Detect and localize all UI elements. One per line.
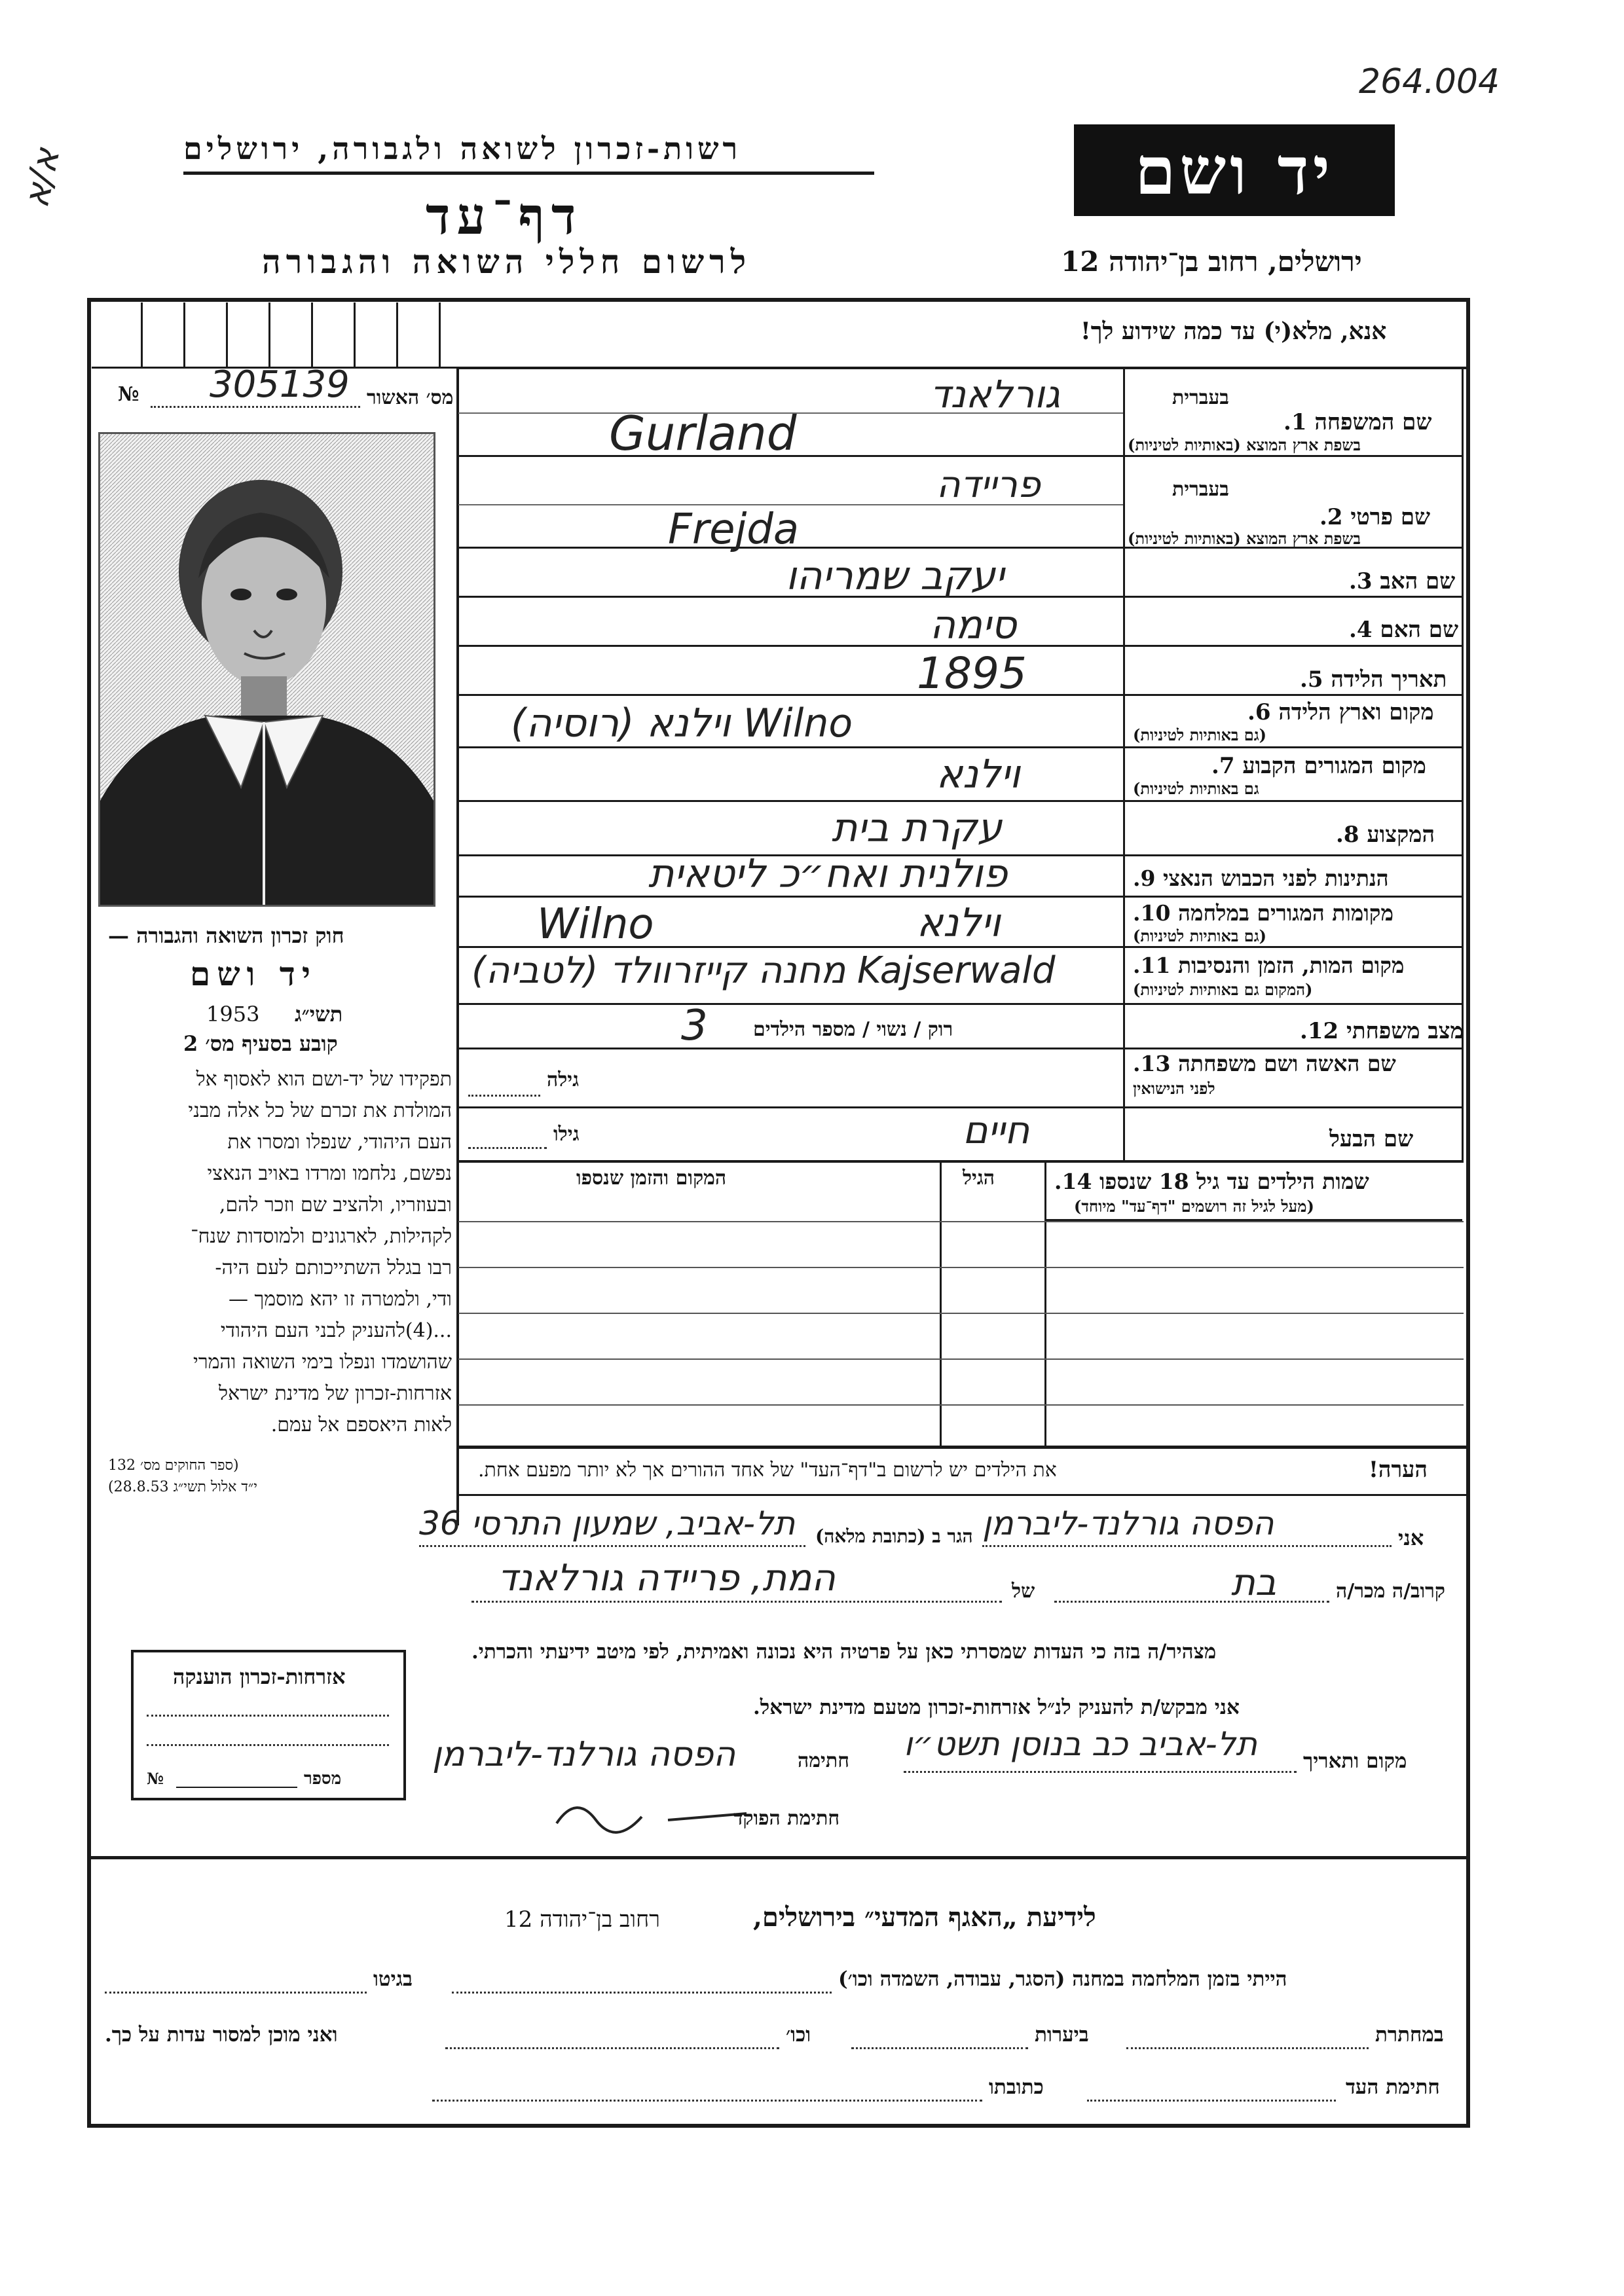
field-12-children-count: 3 <box>681 1002 708 1050</box>
field-10-label <box>1133 900 1393 926</box>
camp-name-line <box>452 1992 832 1994</box>
partisans-line <box>1126 2047 1369 2049</box>
bottom-ready-label: ואני מוכן למסור עדות על כך. <box>105 2023 338 2047</box>
field-12-label <box>1300 1018 1464 1044</box>
law-text-line: העם היהודי, שנפלו ומסרו את <box>227 1131 452 1154</box>
field-11-text: מקום המות, הזמן והנסיבות <box>1177 953 1405 978</box>
official-signature-label: חתימת הפוקד <box>733 1807 840 1830</box>
field-13-age-label: גילה <box>547 1068 580 1091</box>
bottom-forests-label: ביערות <box>1035 2023 1089 2047</box>
row-line <box>458 1048 1464 1049</box>
bottom-etc-label: וכו׳ <box>786 2023 811 2047</box>
authority-line: רשות-זכרון לשואה ולגבורה, ירושלים <box>183 131 742 166</box>
row-line <box>458 1106 1464 1108</box>
witness-signature-line <box>1087 2100 1336 2102</box>
field-13-age-line <box>468 1095 540 1097</box>
field-13-text: שם האשה ושם משפחתה <box>1177 1051 1396 1076</box>
field-2-num: 2. <box>1320 504 1343 530</box>
citizenship-number-line <box>176 1787 297 1788</box>
field-8-label <box>1336 822 1435 848</box>
field-5-text: תאריך הלידה <box>1331 666 1447 693</box>
field-6-text: מקום וארץ הלידה <box>1278 699 1434 725</box>
citizenship-line <box>147 1715 389 1717</box>
field-5-label <box>1300 666 1447 693</box>
citizenship-no-label: № <box>147 1769 164 1788</box>
field-9-text: הנתינות לפני הכבוש הנאצי <box>1162 866 1389 891</box>
witness-signature-label: חתימת העד <box>1346 2075 1440 2099</box>
field-3-num: 3. <box>1349 568 1373 594</box>
declaration-relative-label: קרוב/ה מכר/ה <box>1336 1580 1445 1603</box>
field-5-value: 1895 <box>917 648 1027 699</box>
declaration-of-label: של <box>1012 1580 1035 1603</box>
field-3-label <box>1349 568 1455 594</box>
field-1-value-latin: Gurland <box>609 406 797 461</box>
law-text <box>95 1064 452 1441</box>
children-row-line <box>458 1404 1464 1406</box>
note-bottom-line <box>458 1494 1470 1496</box>
field-8-num: 8. <box>1336 822 1359 848</box>
etc-line <box>445 2047 779 2049</box>
note-label: הערה! <box>1369 1457 1428 1483</box>
law-reference-2: י״ד אלול תשי״ג 28.8.53) <box>108 1479 258 1495</box>
field-2-text: שם פרטי <box>1350 504 1431 530</box>
row-line <box>458 1003 1464 1005</box>
registration-no-label: № <box>118 383 139 406</box>
tick-grid <box>92 302 458 368</box>
field-1-side-label: בעברית <box>1172 386 1229 409</box>
field-4-num: 4. <box>1349 617 1373 643</box>
field-1-sublabel: בשפת ארץ המוצא (באותיות לטיניות) <box>1128 435 1361 454</box>
signature-label: חתימה <box>798 1749 849 1772</box>
field-9-num: 9. <box>1133 866 1156 891</box>
field-2-label <box>1320 504 1430 530</box>
law-reference-1: (ספר החוקים מס׳ 132 <box>108 1457 239 1474</box>
field-2-value-hebrew: פריידה <box>936 464 1041 506</box>
value-label-divider <box>1123 367 1125 1162</box>
field-1-label <box>1283 409 1431 435</box>
authority-underline <box>183 172 874 175</box>
relation-value: בת <box>1231 1561 1277 1604</box>
law-text-line: אזרחות-זכרון של מדינת ישראל <box>219 1382 452 1405</box>
field-6-sublabel: (גם באותיות לטיניות) <box>1133 725 1267 744</box>
forests-line <box>851 2047 1028 2049</box>
declaration-i-label: אני <box>1398 1525 1424 1550</box>
field-8-text: המקצוע <box>1367 822 1435 848</box>
field-11-num: 11. <box>1133 953 1171 978</box>
registration-label: מס׳ האשור <box>367 386 454 409</box>
bottom-line1-label: הייתי בזמן המלחמה במחנה (הסגר, עבודה, השמדה וכו׳) <box>838 1967 1287 1991</box>
field-12-num: 12. <box>1300 1018 1339 1044</box>
children-row-line <box>458 1221 1464 1222</box>
field-11-sublabel: (המקום גם באותיות לטיניות) <box>1133 980 1313 999</box>
yad-vashem-logo <box>1074 124 1395 216</box>
law-year-hebrew: תשי״ג <box>295 1002 343 1027</box>
signature-value: הפסה גורלנד-ליברמן <box>432 1735 736 1774</box>
bottom-ghetto-label: בגיטו <box>373 1967 413 1991</box>
declaration-request: אני מבקש/ת להעניק לנ״ל אזרחות-זכרון מטעם מדינת ישראל. <box>753 1696 1240 1719</box>
children-col-age: הגיל <box>963 1167 995 1190</box>
law-text-line: נפשם, נלחמו ומרדו באויב הנאצי <box>207 1162 452 1185</box>
place-date-line <box>904 1771 1297 1773</box>
field-3-value: יעקב שמריהו <box>786 553 1005 599</box>
field-1-text: שם המשפחה <box>1314 409 1432 435</box>
field-7-text: מקום המגורים הקבוע <box>1242 753 1426 779</box>
citizenship-box <box>131 1650 406 1800</box>
field-13-sublabel: לפני הנישואין <box>1133 1079 1215 1098</box>
children-row-line <box>458 1313 1464 1314</box>
place-date-value: תל-אביב כב בנוסן תשט״ו <box>904 1725 1257 1763</box>
declarant-address-line <box>419 1545 805 1547</box>
children-col-place: המקום והזמן שנספו <box>576 1167 727 1190</box>
children-row-line <box>458 1358 1464 1360</box>
field-12-options: רוק / נשוי / מספר הילדים <box>753 1018 953 1041</box>
field-13-label <box>1133 1051 1396 1077</box>
field-9-value: פולנית ואח״כ ליטאית <box>648 851 1008 897</box>
instruction-divider <box>458 367 1470 369</box>
field-7-sublabel: גם באותיות לטיניות) <box>1133 779 1259 798</box>
citizenship-box-title: אזרחות-זכרון הוענקה <box>173 1664 346 1689</box>
bottom-heading: לידיעת „האגף המדעי״ בירושלים, <box>753 1902 1096 1933</box>
field-13-num: 13. <box>1133 1051 1171 1076</box>
field-1-value-hebrew: גורלאנד <box>930 372 1061 416</box>
law-name: יד ושם <box>190 955 317 993</box>
field-12-text: מצב משפחתי <box>1346 1018 1464 1044</box>
field-10-text: מקומות המגורים במלחמה <box>1177 900 1394 926</box>
relation-of-line <box>471 1601 1002 1603</box>
relation-of-value: המת, פריידה גורלאנד <box>498 1557 836 1599</box>
ghetto-name-line <box>105 1992 367 1994</box>
children-text: שמות הילדים עד גיל 18 שנספו <box>1099 1169 1369 1194</box>
instruction-text: אנא, מלא(י) עד כמה שידוע לך! <box>1080 318 1387 345</box>
field-6-label <box>1247 699 1434 725</box>
field-4-text: שם האם <box>1380 617 1459 643</box>
law-text-line: תפקידו של יד-ושם הוא לאסוף אל <box>196 1068 452 1091</box>
official-signature-scribble <box>550 1787 760 1840</box>
field-4-value: סימה <box>930 602 1017 648</box>
husband-age-label: גילו <box>553 1123 580 1146</box>
law-title: חוק זכרון השואה והגבורה — <box>108 923 344 948</box>
field-8-value: עקרת בית <box>832 805 1003 851</box>
children-table-bottom <box>458 1446 1470 1449</box>
address-line <box>432 2100 982 2102</box>
field-9-label <box>1133 866 1389 892</box>
citizenship-line <box>147 1744 389 1746</box>
registration-line <box>151 406 360 408</box>
law-text-line: ודי, ולמטרה זו יהא מוסמך — <box>228 1288 452 1311</box>
field-6-num: 6. <box>1247 699 1271 725</box>
field-6-value: וילנא (רוסיה) Wilno <box>511 701 853 746</box>
citizenship-number-label: מספר <box>304 1769 342 1789</box>
declarant-name-line <box>982 1545 1392 1547</box>
law-section: קובע בסעיף מס׳ 2 <box>183 1031 338 1056</box>
field-2-value-latin: Frejda <box>668 505 800 554</box>
husband-value: חיים <box>963 1108 1030 1152</box>
bottom-partisans-label: במחתרת <box>1375 2023 1444 2047</box>
field-10-value-hebrew: וילנא <box>917 900 1001 946</box>
field-1-num: 1. <box>1283 409 1307 435</box>
bottom-section-line <box>89 1856 1468 1859</box>
field-10-sublabel: (גם באותיות לטיניות) <box>1133 926 1267 945</box>
children-row-line <box>458 1267 1464 1268</box>
declarant-name: הפסה גורלנד-ליברמן <box>982 1504 1274 1542</box>
law-text-line: לאות היאספם אל עמם. <box>270 1413 452 1436</box>
field-7-label <box>1211 753 1426 779</box>
declaration-statement: מצהיר/ה בזה כי העדות שמסרתי כאן על פרטיה היא נכונה ואמיתית, לפי מיטב ידיעתי והכרתי. <box>471 1640 1217 1664</box>
field-7-num: 7. <box>1211 753 1235 779</box>
row-line <box>458 800 1464 802</box>
row-line <box>458 1160 1464 1163</box>
margin-handwritten-note: א/א <box>14 144 68 211</box>
official-signature-mark <box>550 1787 760 1840</box>
field-2-side-label: בעברית <box>1172 478 1229 501</box>
law-text-line: רבו בגלל השתייכותם לעם היה- <box>215 1256 452 1279</box>
children-num: 14. <box>1054 1169 1092 1194</box>
law-text-line: שהושמדו ונפלו בימי השואה והמרי <box>193 1351 452 1374</box>
logo-text: יד ושם <box>1135 132 1334 210</box>
field-10-num: 10. <box>1133 900 1171 926</box>
field-3-text: שם האב <box>1380 568 1456 594</box>
registration-number: 305139 <box>210 363 350 406</box>
law-text-line: המולדת את זכרם של כל אלה מבני <box>188 1099 452 1122</box>
declarant-address: תל-אביב, שמעון התרסי 36 <box>419 1504 796 1542</box>
field-5-num: 5. <box>1300 666 1323 693</box>
husband-label: שם הבעל <box>1329 1126 1414 1152</box>
address-label: כתובתו <box>989 2075 1044 2099</box>
field-10-value-latin: Wilno <box>537 900 654 949</box>
note-text: את הילדים יש לרשום ב"דף־העד" של אחד ההורים אך לא יותר מפעם אחת. <box>478 1459 1057 1482</box>
children-sublabel: (מעל לגיל זה רושמים "דף־עד" מיוחד) <box>1074 1197 1314 1216</box>
place-date-label: מקום ותאריך <box>1303 1749 1407 1773</box>
form-title: דף־עד <box>426 187 583 246</box>
law-year: 1953 <box>206 1002 260 1027</box>
declaration-resides-label: הגר ב (כתובת מלאה) <box>815 1525 973 1547</box>
portrait-image <box>100 434 434 905</box>
husband-age-line <box>468 1147 547 1149</box>
field-4-label <box>1349 617 1458 643</box>
portrait-photo <box>98 432 435 907</box>
bottom-heading-address: רחוב בן־יהודה 12 <box>504 1906 660 1933</box>
law-text-line: ...(4)להעניק לבני העם היהודי <box>220 1319 452 1342</box>
law-text-line: ובעוזריו, ולהציב שם וזכר להם, <box>219 1194 452 1216</box>
children-label <box>1054 1169 1369 1195</box>
field-7-value: וילנא <box>936 752 1020 797</box>
field-11-value: מחנה קייזרוולד (לטביה) Kajserwald <box>471 949 1056 992</box>
row-line <box>458 746 1464 748</box>
law-text-line: לקהילות, לארגונים ולמוסדות שנח־ <box>191 1225 452 1248</box>
field-11-label <box>1133 953 1404 979</box>
header-address: ירושלים, רחוב בן־יהודה 12 <box>1061 246 1362 278</box>
form-subtitle: לרשום חללי השואה והגבורה <box>262 242 752 281</box>
top-reference-number: 264.004 <box>1359 62 1500 101</box>
relation-line <box>1054 1601 1329 1603</box>
field-2-sublabel: בשפת ארץ המוצא (באותיות לטיניות) <box>1128 529 1361 548</box>
